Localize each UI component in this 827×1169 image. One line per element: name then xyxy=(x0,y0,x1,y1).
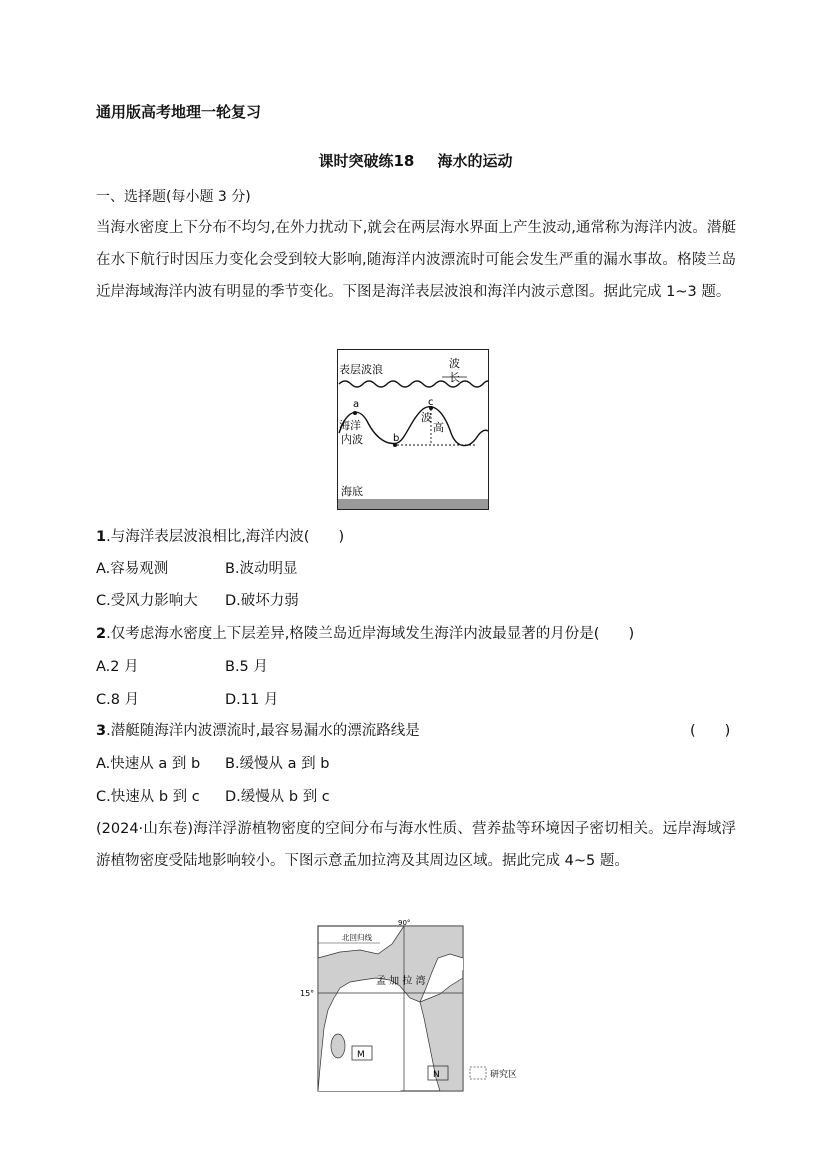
q3-option-d[interactable]: D.缓慢从 b 到 c xyxy=(225,789,330,805)
box-m: M xyxy=(357,1050,365,1060)
svg-text:高: 高 xyxy=(433,421,444,434)
surface-label: 表层波浪 xyxy=(339,363,383,376)
question-3: 3.潜艇随海洋内波漂流时,最容易漏水的漂流路线是 xyxy=(96,723,420,739)
point-b: b xyxy=(393,433,400,444)
q1-option-b[interactable]: B.波动明显 xyxy=(225,561,298,577)
svg-text:波: 波 xyxy=(421,411,432,424)
q1-option-d[interactable]: D.破坏力弱 xyxy=(225,593,299,609)
bay-of-bengal-map xyxy=(300,918,540,1093)
intro-paragraph-2: (2024·山东卷)海洋浮游植物密度的空间分布与海水性质、营养盐等环境因子密切相关。远岸海域浮游植物密度受陆地影响较小。下图示意孟加拉湾及其周边区域。据此完成 4~5 题。 xyxy=(96,821,736,869)
svg-text:长: 长 xyxy=(449,371,460,384)
q2-option-a[interactable]: A.2 月 xyxy=(96,659,139,675)
section-heading: 一、选择题(每小题 3 分) xyxy=(96,189,251,205)
lat-label: 15° xyxy=(300,989,315,998)
lon-label: 90° xyxy=(398,919,411,927)
tropic-label: 北回归线 xyxy=(342,933,372,942)
svg-text:内波: 内波 xyxy=(341,433,363,446)
seabed-band xyxy=(338,499,488,509)
box-n: N xyxy=(433,1070,440,1080)
question-2: 2.仅考虑海水密度上下层差异,格陵兰岛近岸海域发生海洋内波最显著的月份是( ) xyxy=(96,626,635,642)
q1-option-a[interactable]: A.容易观测 xyxy=(96,561,169,577)
svg-text:海洋: 海洋 xyxy=(339,419,361,432)
title-main: 课时突破练18 xyxy=(318,152,415,170)
seabed-label: 海底 xyxy=(341,485,363,498)
q3-option-b[interactable]: B.缓慢从 a 到 b xyxy=(225,756,330,772)
question-1: 1.与海洋表层波浪相比,海洋内波( ) xyxy=(96,529,345,545)
page-title xyxy=(0,150,827,171)
point-c: c xyxy=(428,397,434,408)
q2-option-c[interactable]: C.8 月 xyxy=(96,692,140,708)
q2-option-b[interactable]: B.5 月 xyxy=(225,659,268,675)
title-topic: 海水的运动 xyxy=(437,152,513,170)
q1-option-c[interactable]: C.受风力影响大 xyxy=(96,593,198,609)
svg-text:波: 波 xyxy=(449,357,460,370)
wave-diagram xyxy=(337,349,489,510)
bay-label: 孟 加 拉 湾 xyxy=(376,976,426,987)
q2-option-d[interactable]: D.11 月 xyxy=(225,692,279,708)
point-a: a xyxy=(353,399,360,410)
q3-answer-paren: ( ) xyxy=(690,723,731,739)
intro-paragraph-1: 当海水密度上下分布不均匀,在外力扰动下,就会在两层海水界面上产生波动,通常称为海洋内波。潜艇在水下航行时因压力变化会受到较大影响,随海洋内波漂流时可能会发生严重的漏水事故。格陵兰岛近岸海域海洋内波有明显的季节变化。下图是海洋表层波浪和海洋内波示意图。据此完成 1~3 题。 xyxy=(96,220,736,300)
q3-option-a[interactable]: A.快速从 a 到 b xyxy=(96,756,201,772)
legend-label: 研究区 xyxy=(490,1070,518,1080)
q3-option-c[interactable]: C.快速从 b 到 c xyxy=(96,789,200,805)
document-header: 通用版高考地理一轮复习 xyxy=(96,103,262,121)
